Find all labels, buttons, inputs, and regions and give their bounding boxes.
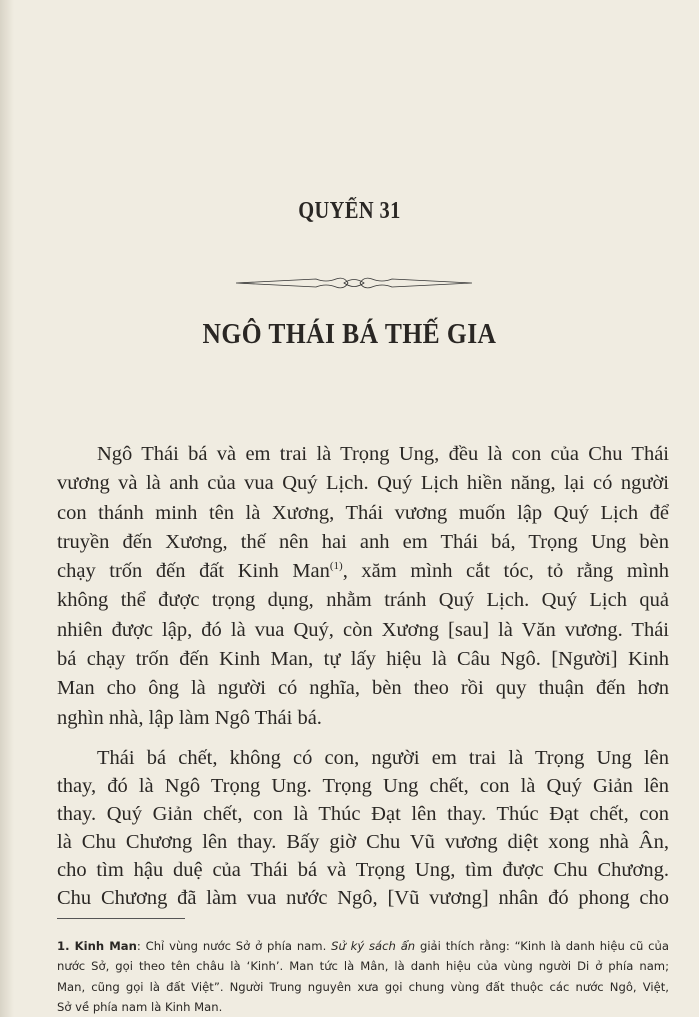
text-line: cho tìm hậu duệ của Thái bá và Trọng Ung, tìm được Chu Chương. xyxy=(57,859,669,881)
text-line: không thể được trọng dụng, nhằm tránh Quý Lịch. Quý Lịch quả xyxy=(57,589,669,612)
footnote-reference: (1) xyxy=(329,560,343,573)
text-line: thay, đó là Ngô Trọng Ung. Trọng Ung chết, con là Quý Giản lên xyxy=(57,775,669,797)
text-line: Ngô Thái bá và em trai là Trọng Ung, đều là con của Chu Thái xyxy=(97,443,669,465)
book-title-italic: Sử ký sách ẩn xyxy=(331,939,416,953)
text-line: vương và là anh của vua Quý Lịch. Quý Lịch hiền năng, lại có người xyxy=(57,472,669,495)
footnote-line: nước Sở, gọi theo tên châu là ‘Kinh’. Man tức là Mân, là danh hiệu của vùng người Di ở phía nam; xyxy=(57,959,669,974)
text-line: Thái bá chết, không có con, người em trai là Trọng Ung lên xyxy=(97,747,669,769)
ornament-divider-icon xyxy=(236,276,472,290)
text-line xyxy=(57,557,669,586)
text-segment: : Chỉ vùng nước Sở ở phía nam. xyxy=(136,939,332,953)
text-segment: , xăm mình cắt tóc, tỏ rằng mình xyxy=(342,560,669,583)
paragraph-2 xyxy=(57,744,669,912)
text-line: là Chu Chương lên thay. Bấy giờ Chu Vũ vương diệt xong nhà Ân, xyxy=(57,831,669,853)
paragraph-1 xyxy=(57,440,669,733)
footnote-term: 1. Kinh Man xyxy=(57,939,137,953)
text-line: con thánh minh tên là Xương, Thái vương muốn lập Quý Lịch để xyxy=(57,501,669,524)
footnote-line: Man, cũng gọi là đất Việt”. Người Trung nguyên xưa gọi chung vùng đất thuộc các nước Ngô, Việt, xyxy=(57,979,669,994)
text-segment: chạy trốn đến đất Kinh Man xyxy=(57,560,330,583)
book-section-title: QUYỂN 31 xyxy=(298,198,401,224)
chapter-title: NGÔ THÁI BÁ THẾ GIA xyxy=(202,318,497,350)
footnote-divider xyxy=(57,918,185,919)
text-line: thay. Quý Giản chết, con là Thúc Đạt lên thay. Thúc Đạt chết, con xyxy=(57,803,669,825)
footnote-line xyxy=(57,936,669,956)
text-segment: giải thích rằng: “Kinh là danh hiệu cũ của xyxy=(415,939,669,953)
text-line: nhiên được lập, đó là vua Quý, còn Xương [sau] là Văn vương. Thái xyxy=(57,618,669,641)
text-line: Chu Chương đã làm vua nước Ngô, [Vũ vương] nhân đó phong cho xyxy=(57,887,669,909)
footnote xyxy=(57,936,669,1017)
text-line: nghìn nhà, lập làm Ngô Thái bá. xyxy=(57,706,322,729)
text-line: Man cho ông là người có nghĩa, bèn theo rồi quy thuận đến hơn xyxy=(57,677,669,700)
footnote-line: Sở về phía nam là Kinh Man. xyxy=(57,999,223,1014)
page-gutter-shadow xyxy=(0,0,14,1017)
text-line: truyền đến Xương, thế nên hai anh em Thái bá, Trọng Ung bèn xyxy=(57,530,669,553)
text-line: bá chạy trốn đến Kinh Man, tự lấy hiệu là Câu Ngô. [Người] Kinh xyxy=(57,648,669,671)
